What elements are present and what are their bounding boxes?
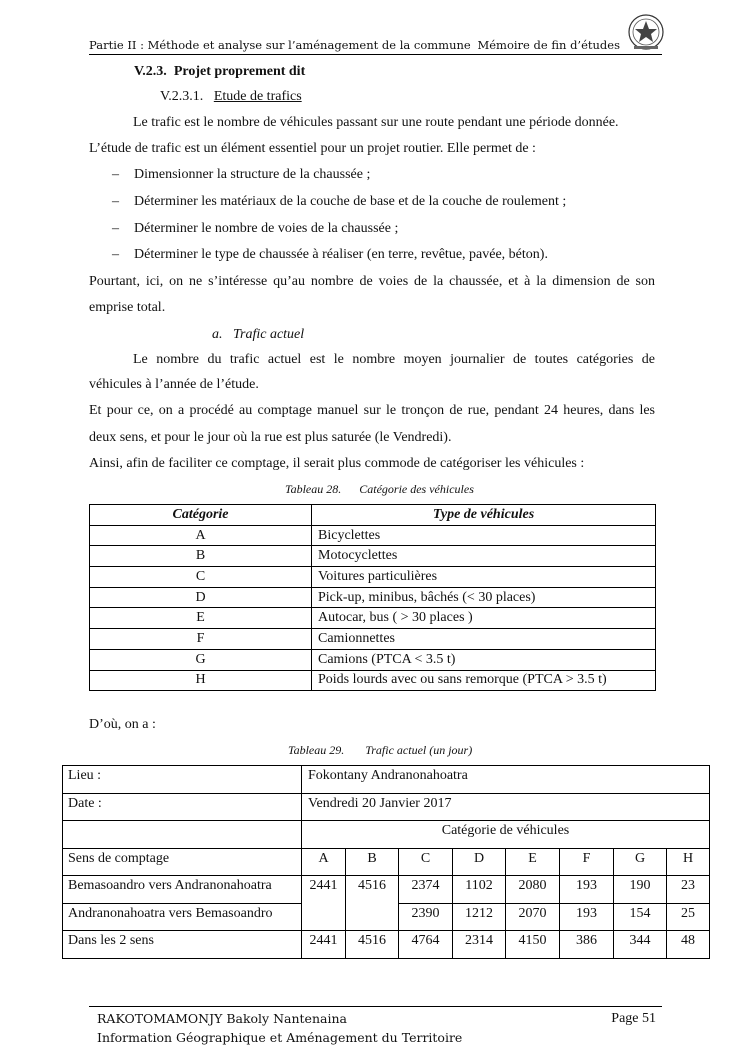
count-cell: 25 xyxy=(667,903,710,931)
count-cell: 2374 xyxy=(399,876,453,904)
count-cell: 193 xyxy=(560,903,614,931)
category-cell: D xyxy=(90,587,312,608)
footer-author: RAKOTOMAMONJY Bakoly Nantenaina xyxy=(97,1011,347,1026)
count-cell: 190 xyxy=(614,876,667,904)
count-cell: 4764 xyxy=(399,931,453,959)
paragraph-1-line-2: L’étude de trafic est un élément essentiel pour un projet routier. Elle permet de : xyxy=(89,141,536,156)
paragraph-2-line-1: Pourtant, ici, on ne s’intéresse qu’au nombre de voies de la chaussée, et à la dimension de son xyxy=(89,274,655,289)
category-header: Catégorie de véhicules xyxy=(302,821,710,849)
count-cell: 4516 xyxy=(346,876,399,931)
count-cell: 193 xyxy=(560,876,614,904)
header-right: Mémoire de fin d’études xyxy=(477,38,620,52)
category-col-g: G xyxy=(614,848,667,876)
row-label: Bemasoandro vers Andranonahoatra xyxy=(63,876,302,904)
sens-label: Sens de comptage xyxy=(63,848,302,876)
header-left: Partie II : Méthode et analyse sur l’aménagement de la commune xyxy=(89,38,471,52)
column-header: Type de véhicules xyxy=(312,505,656,526)
paragraph-3-line-2: véhicules à l’année de l’étude. xyxy=(89,377,259,392)
category-cell: E xyxy=(90,608,312,629)
count-cell: 2080 xyxy=(506,876,560,904)
row-label: Andranonahoatra vers Bemasoandro xyxy=(63,903,302,931)
table-header-row xyxy=(90,505,656,526)
category-cell: C xyxy=(90,567,312,588)
dou-text: D’où, on a : xyxy=(89,717,156,732)
date-label: Date : xyxy=(63,793,302,821)
footer-field: Information Géographique et Aménagement du Territoire xyxy=(97,1030,463,1045)
category-cell: F xyxy=(90,629,312,650)
page-header xyxy=(89,32,662,55)
subsection-heading: V.2.3.1. Etude de trafics xyxy=(160,89,302,104)
count-cell: 2314 xyxy=(453,931,506,959)
table-row xyxy=(63,876,710,904)
count-cell: 23 xyxy=(667,876,710,904)
category-col-b: B xyxy=(346,848,399,876)
page-number: Page 51 xyxy=(611,1011,656,1026)
date-value: Vendredi 20 Janvier 2017 xyxy=(302,793,710,821)
table-row xyxy=(63,793,710,821)
count-cell: 1102 xyxy=(453,876,506,904)
vehicle-type-cell: Poids lourds avec ou sans remorque (PTCA > 3.5 t) xyxy=(312,670,656,691)
count-cell: 2070 xyxy=(506,903,560,931)
paragraph-1-line-1: Le trafic est le nombre de véhicules passant sur une route pendant une période donnée. xyxy=(133,115,619,130)
table-row xyxy=(63,766,710,794)
table-row xyxy=(63,931,710,959)
category-col-d: D xyxy=(453,848,506,876)
table-row xyxy=(63,821,710,849)
row-label: Dans les 2 sens xyxy=(63,931,302,959)
university-logo-icon xyxy=(626,12,666,52)
vehicle-type-cell: Motocyclettes xyxy=(312,546,656,567)
paragraph-5: Ainsi, afin de faciliter ce comptage, il serait plus commode de catégoriser les véhicules : xyxy=(89,456,585,471)
vehicle-type-cell: Camionnettes xyxy=(312,629,656,650)
count-cell: 154 xyxy=(614,903,667,931)
table-row xyxy=(90,546,656,567)
vehicle-type-cell: Pick-up, minibus, bâchés (< 30 places) xyxy=(312,587,656,608)
category-col-a: A xyxy=(302,848,346,876)
table-row xyxy=(90,567,656,588)
count-cell: 386 xyxy=(560,931,614,959)
bullet-item: – Déterminer le type de chaussée à réaliser (en terre, revêtue, pavée, béton). xyxy=(112,247,548,262)
empty-cell xyxy=(63,821,302,849)
table-row xyxy=(63,848,710,876)
bullet-item: – Dimensionner la structure de la chaussée ; xyxy=(112,167,371,182)
category-col-f: F xyxy=(560,848,614,876)
table-row xyxy=(90,670,656,691)
bullet-item: – Déterminer le nombre de voies de la chaussée ; xyxy=(112,221,399,236)
paragraph-3-line-1: Le nombre du trafic actuel est le nombre moyen journalier de toutes catégories de xyxy=(133,352,655,367)
count-cell: 1212 xyxy=(453,903,506,931)
table-row xyxy=(90,587,656,608)
page-footer xyxy=(89,1006,662,1045)
lieu-value: Fokontany Andranonahoatra xyxy=(302,766,710,794)
paragraph-2-line-2: emprise total. xyxy=(89,300,166,315)
vehicle-type-cell: Camions (PTCA < 3.5 t) xyxy=(312,649,656,670)
count-cell: 2441 xyxy=(302,876,346,931)
category-cell: G xyxy=(90,649,312,670)
category-col-c: C xyxy=(399,848,453,876)
vehicle-category-table xyxy=(89,504,656,691)
table-row xyxy=(90,629,656,650)
category-cell: B xyxy=(90,546,312,567)
table-row xyxy=(90,649,656,670)
subheading-trafic-actuel: a. Trafic actuel xyxy=(212,327,305,342)
section-heading: V.2.3. Projet proprement dit xyxy=(134,64,306,79)
paragraph-4-line-2: deux sens, et pour le jour où la rue est plus saturée (le Vendredi). xyxy=(89,430,452,445)
vehicle-type-cell: Bicyclettes xyxy=(312,525,656,546)
vehicle-type-cell: Autocar, bus ( > 30 places ) xyxy=(312,608,656,629)
column-header: Catégorie xyxy=(90,505,312,526)
table-row xyxy=(90,525,656,546)
count-cell: 2441 xyxy=(302,931,346,959)
category-cell: H xyxy=(90,670,312,691)
count-cell: 4150 xyxy=(506,931,560,959)
count-cell: 344 xyxy=(614,931,667,959)
paragraph-4-line-1: Et pour ce, on a procédé au comptage manuel sur le tronçon de rue, pendant 24 heures, dans les xyxy=(89,403,655,418)
category-col-h: H xyxy=(667,848,710,876)
table-row xyxy=(90,608,656,629)
lieu-label: Lieu : xyxy=(63,766,302,794)
category-cell: A xyxy=(90,525,312,546)
traffic-count-table xyxy=(62,765,710,959)
bullet-item: – Déterminer les matériaux de la couche de base et de la couche de roulement ; xyxy=(112,194,567,209)
count-cell: 48 xyxy=(667,931,710,959)
category-col-e: E xyxy=(506,848,560,876)
vehicle-type-cell: Voitures particulières xyxy=(312,567,656,588)
count-cell: 4516 xyxy=(346,931,399,959)
table-28-caption: Tableau 28. Catégorie des véhicules xyxy=(285,482,474,496)
count-cell: 2390 xyxy=(399,903,453,931)
table-29-caption: Tableau 29. Trafic actuel (un jour) xyxy=(288,743,473,757)
